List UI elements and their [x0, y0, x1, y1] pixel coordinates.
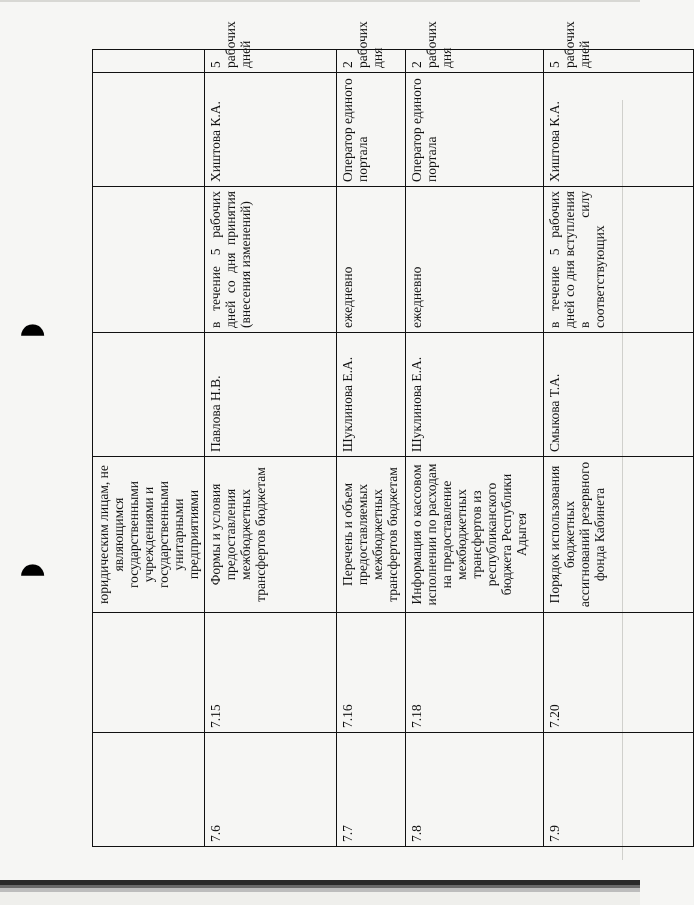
deadline: 5 рабочих дней: [205, 50, 337, 73]
table-row: [337, 50, 406, 847]
responsible-person: Шуклинова Е.А.: [337, 333, 406, 457]
responsible-person: Смыкова Т.А.: [544, 333, 694, 457]
item-name: Формы и условия предоставления межбюджетных трансфертов бюджетам: [205, 457, 337, 613]
item-name: юридическим лицам, не являющимся государственными учреждениями и государственными унитарными предприятиями: [93, 457, 205, 613]
deadline: [93, 50, 205, 73]
row-number: 7.7: [337, 733, 406, 847]
responsible-person: Павлова Н.В.: [205, 333, 337, 457]
responsible-person: Шуклинова Е.А.: [406, 333, 544, 457]
scan-bottom-edge: [0, 880, 640, 905]
table-row: [544, 50, 694, 847]
submission-term: ежедневно: [406, 187, 544, 333]
submission-term: в течение 5 рабочих дней со дня принятия (внесения изменений): [205, 187, 337, 333]
submission-term: ежедневно: [337, 187, 406, 333]
hole-punch-mark: ◗: [13, 322, 49, 339]
table-row: [205, 50, 337, 847]
item-name: Порядок использования бюджетных ассигнований резервного фонда Кабинета: [544, 457, 694, 613]
executor: Оператор единого портала: [406, 73, 544, 187]
budget-info-table: [92, 21, 694, 847]
item-code: 7.18: [406, 613, 544, 733]
rotated-document-page: [92, 21, 611, 847]
executor: Хиштова К.А.: [205, 73, 337, 187]
deadline: 2 рабочих дня: [337, 50, 406, 73]
row-number: 7.8: [406, 733, 544, 847]
item-name: Информация о кассовом исполнении по расходам на предоставление межбюджетных трансфертов из республиканского бюджета Республики Адыгея: [406, 457, 544, 613]
executor: Хиштова К.А.: [544, 73, 694, 187]
responsible-person: [93, 333, 205, 457]
row-number: 7.6: [205, 733, 337, 847]
executor: [93, 73, 205, 187]
executor: Оператор единого портала: [337, 73, 406, 187]
deadline: 5 рабочих дней: [544, 50, 694, 73]
hole-punch-mark: ◗: [13, 562, 49, 579]
submission-term: в течение 5 рабочих дней со дня вступления в силу соответствующих: [544, 187, 694, 333]
item-code: 7.16: [337, 613, 406, 733]
item-code: 7.15: [205, 613, 337, 733]
deadline: 2 рабочих дня: [406, 50, 544, 73]
submission-term: [93, 187, 205, 333]
item-code: 7.20: [544, 613, 694, 733]
row-number: [93, 733, 205, 847]
row-number: 7.9: [544, 733, 694, 847]
table-row: [93, 50, 205, 847]
table-row: [406, 50, 544, 847]
item-name: Перечень и объем предоставляемых межбюджетных трансфертов бюджетам: [337, 457, 406, 613]
item-code: [93, 613, 205, 733]
scan-top-edge: [0, 0, 640, 2]
